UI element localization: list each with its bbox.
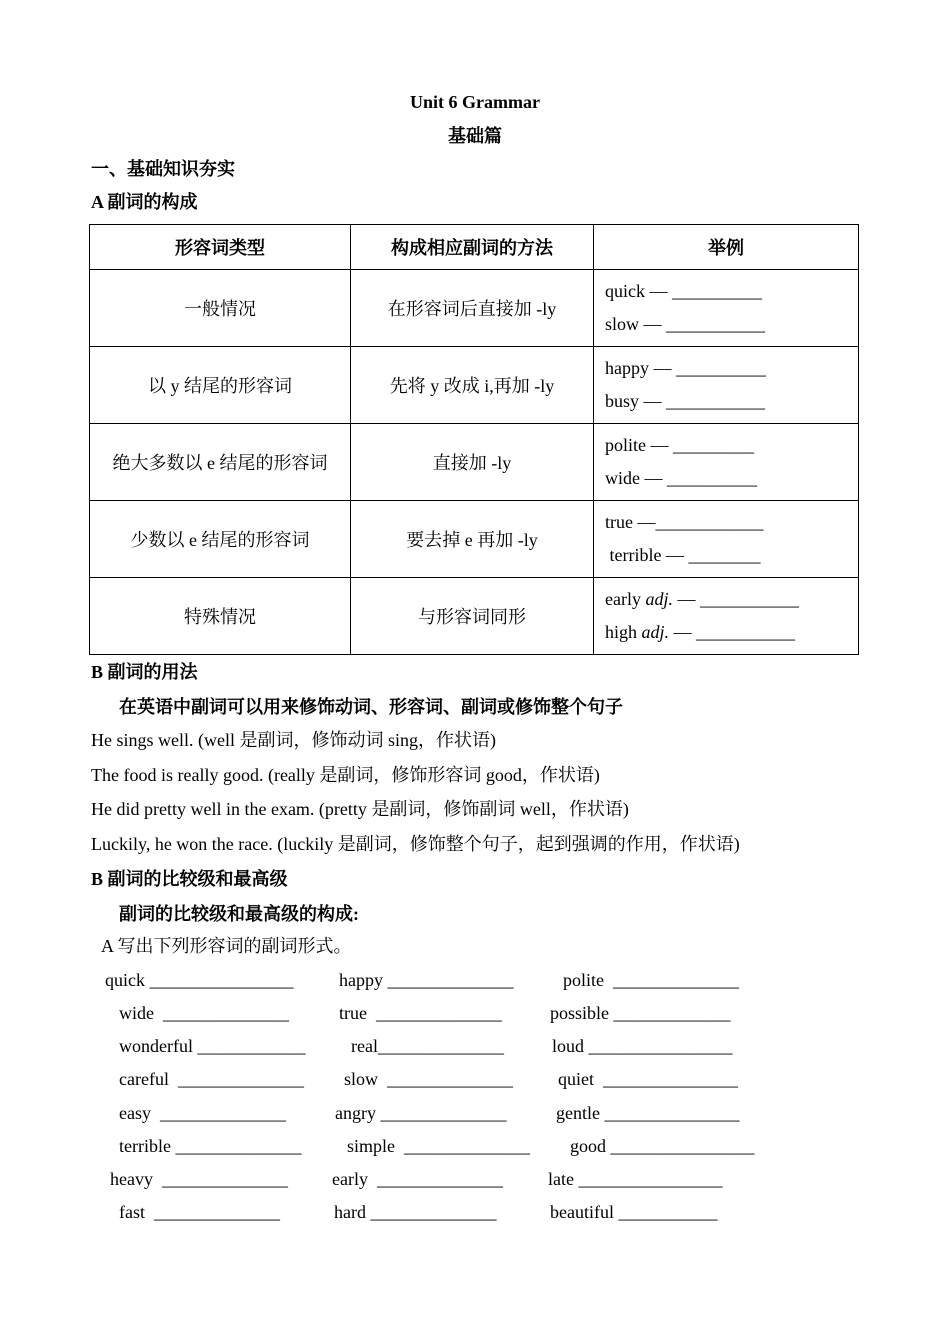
exercise-item[interactable]: angry ______________ <box>335 1103 507 1123</box>
example-blank[interactable] <box>605 616 858 649</box>
exercise-item[interactable]: slow ______________ <box>344 1069 514 1089</box>
part-a-heading: A 副词的构成 <box>91 192 198 212</box>
exercise-item[interactable]: fast ______________ <box>119 1202 280 1222</box>
table-header-row <box>90 225 859 270</box>
exercise-item[interactable]: real______________ <box>351 1036 504 1056</box>
example-blank[interactable]: busy — ___________ <box>605 391 766 411</box>
example-blank[interactable]: polite — _________ <box>605 435 754 455</box>
usage-example: The food is really good. (really 是副词，修饰形容词 good，作状语) <box>91 765 600 785</box>
exercise-item[interactable]: simple ______________ <box>347 1136 530 1156</box>
page-subtitle: 基础篇 <box>448 126 502 146</box>
cell-method: 与形容词同形 <box>351 578 594 655</box>
exercise-item[interactable]: beautiful ___________ <box>550 1202 718 1222</box>
part-b-heading: B 副词的用法 <box>91 662 198 682</box>
cell-method: 先将 y 改成 i,再加 -ly <box>351 347 594 424</box>
exercise-item[interactable]: happy ______________ <box>339 970 514 990</box>
table-row <box>90 347 859 424</box>
usage-example: Luckily, he won the race. (luckily 是副词，修饰整个句子，起到强调的作用，作状语) <box>91 834 740 854</box>
cell-adjective-type: 特殊情况 <box>90 578 351 655</box>
example-answer-line: — ___________ <box>673 589 799 609</box>
exercise-item[interactable]: quiet _______________ <box>558 1069 738 1089</box>
example-blank[interactable]: terrible — ________ <box>605 545 761 565</box>
exercise-item[interactable]: possible _____________ <box>550 1003 731 1023</box>
example-blank[interactable]: happy — __________ <box>605 358 766 378</box>
page-title: Unit 6 Grammar <box>410 92 540 112</box>
exercise-instruction: A 写出下列形容词的副词形式。 <box>101 936 352 956</box>
table-row <box>90 424 859 501</box>
example-answer-line: — ___________ <box>669 622 796 642</box>
example-blank[interactable]: true —____________ <box>605 512 764 532</box>
example-blank[interactable]: quick — __________ <box>605 281 762 301</box>
adverb-formation-table <box>89 224 859 655</box>
cell-examples <box>594 578 859 655</box>
exercise-item[interactable]: wide ______________ <box>119 1003 289 1023</box>
exercise-item[interactable]: quick ________________ <box>105 970 294 990</box>
table-row <box>90 501 859 578</box>
example-word: high <box>605 622 642 642</box>
exercise-item[interactable]: easy ______________ <box>119 1103 286 1123</box>
usage-example: He did pretty well in the exam. (pretty 是副词，修饰副词 well，作状语) <box>91 799 629 819</box>
exercise-item[interactable]: gentle _______________ <box>556 1103 740 1123</box>
example-blank[interactable]: wide — __________ <box>605 468 757 488</box>
cell-method: 在形容词后直接加 -ly <box>351 270 594 347</box>
cell-adjective-type: 一般情况 <box>90 270 351 347</box>
table-row <box>90 270 859 347</box>
cell-examples <box>594 270 859 347</box>
pos-abbrev: adj. <box>645 589 673 609</box>
exercise-item[interactable]: loud ________________ <box>552 1036 733 1056</box>
exercise-item[interactable]: late ________________ <box>548 1169 723 1189</box>
exercise-item[interactable]: true ______________ <box>339 1003 502 1023</box>
header-formation-method: 构成相应副词的方法 <box>351 225 594 270</box>
exercise-item[interactable]: good ________________ <box>570 1136 755 1156</box>
cell-adjective-type: 少数以 e 结尾的形容词 <box>90 501 351 578</box>
exercise-item[interactable]: early ______________ <box>332 1169 503 1189</box>
example-word: early <box>605 589 646 609</box>
example-blank[interactable]: slow — ___________ <box>605 314 766 334</box>
exercise-item[interactable]: heavy ______________ <box>110 1169 288 1189</box>
exercise-item[interactable]: terrible ______________ <box>119 1136 302 1156</box>
cell-adjective-type: 绝大多数以 e 结尾的形容词 <box>90 424 351 501</box>
cell-method: 要去掉 e 再加 -ly <box>351 501 594 578</box>
header-adjective-type: 形容词类型 <box>90 225 351 270</box>
section-heading-basics: 一、基础知识夯实 <box>91 159 235 179</box>
comparative-heading: B 副词的比较级和最高级 <box>91 869 288 889</box>
cell-examples <box>594 347 859 424</box>
cell-examples <box>594 501 859 578</box>
part-b-intro: 在英语中副词可以用来修饰动词、形容词、副词或修饰整个句子 <box>119 697 623 717</box>
exercise-item[interactable]: hard ______________ <box>334 1202 497 1222</box>
exercise-item[interactable]: wonderful ____________ <box>119 1036 306 1056</box>
pos-abbrev: adj. <box>641 622 670 642</box>
example-blank[interactable] <box>605 583 858 616</box>
cell-adjective-type: 以 y 结尾的形容词 <box>90 347 351 424</box>
usage-example: He sings well. (well 是副词，修饰动词 sing，作状语) <box>91 730 496 750</box>
cell-examples <box>594 424 859 501</box>
exercise-item[interactable]: careful ______________ <box>119 1069 304 1089</box>
cell-method: 直接加 -ly <box>351 424 594 501</box>
comparative-intro: 副词的比较级和最高级的构成: <box>119 904 359 924</box>
table-row <box>90 578 859 655</box>
header-examples: 举例 <box>594 225 859 270</box>
exercise-item[interactable]: polite ______________ <box>563 970 739 990</box>
